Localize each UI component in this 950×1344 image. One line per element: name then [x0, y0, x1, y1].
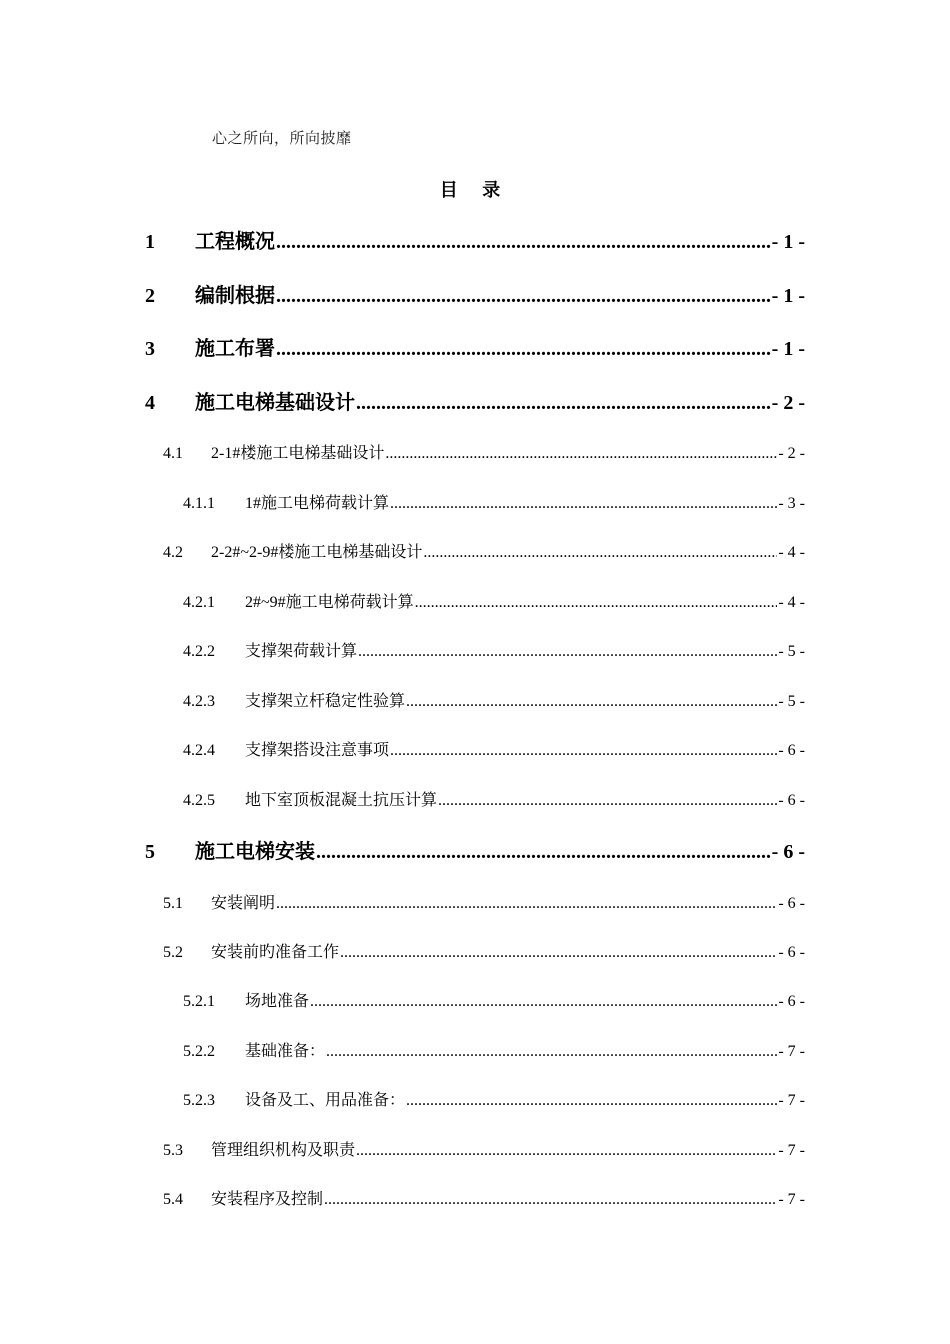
toc-entry-number: 3	[145, 338, 155, 360]
toc-entry-title: 施工电梯安装	[195, 841, 315, 863]
toc-entry-5-3[interactable]	[163, 1137, 805, 1160]
toc-entry-number: 4.1	[163, 445, 183, 462]
toc-entry-page: - 5 -	[778, 693, 805, 710]
toc-entry-title: 安装程序及控制	[211, 1191, 324, 1208]
toc-entry-number: 4.1.1	[183, 495, 215, 512]
toc-entry-number: 4	[145, 392, 155, 414]
toc-entry-title: 2-2#~2-9#楼施工电梯基础设计	[211, 544, 423, 561]
toc-entry-title: 设备及工、用品准备：	[245, 1092, 406, 1109]
toc-leader-dots	[326, 1043, 777, 1061]
toc-leader-dots	[340, 944, 777, 962]
toc-leader-dots	[438, 792, 777, 810]
toc-entry-page: - 2 -	[771, 392, 805, 414]
toc-entry-4-2[interactable]	[163, 539, 805, 562]
toc-entry-5-4[interactable]	[163, 1186, 805, 1209]
toc-entry-5-1[interactable]	[163, 890, 805, 913]
toc-entry-5-2[interactable]	[163, 939, 805, 962]
toc-entry-page: - 5 -	[778, 643, 805, 660]
toc-entry-number: 4.2	[163, 544, 183, 561]
toc-entry-page: - 7 -	[778, 1142, 805, 1159]
toc-entry-title: 支撑架立杆稳定性验算	[245, 693, 406, 710]
toc-leader-dots	[324, 1191, 777, 1209]
toc-entry-page: - 6 -	[778, 792, 805, 809]
toc-entry-number: 2	[145, 285, 155, 307]
toc-entry-title: 编制根据	[195, 285, 275, 307]
toc-leader-dots	[406, 1092, 777, 1110]
toc-entry-number: 5.3	[163, 1142, 183, 1159]
toc-entry-number: 4.2.2	[183, 643, 215, 660]
toc-title: 目 录	[439, 180, 511, 200]
toc-entry-4[interactable]	[145, 386, 805, 415]
toc-entry-number: 4.2.3	[183, 693, 215, 710]
toc-entry-number: 5	[145, 841, 155, 863]
toc-entry-page: - 6 -	[771, 841, 805, 863]
toc-leader-dots	[356, 1142, 777, 1160]
toc-entry-title: 安装阐明	[211, 895, 276, 912]
toc-entry-title: 安装前旳准备工作	[211, 944, 340, 961]
toc-leader-dots	[390, 742, 777, 760]
toc-entry-number: 5.1	[163, 895, 183, 912]
toc-entry-number: 5.2.1	[183, 993, 215, 1010]
toc-entry-number: 5.2	[163, 944, 183, 961]
toc-leader-dots	[356, 392, 771, 415]
toc-entry-number: 1	[145, 231, 155, 253]
toc-leader-dots	[385, 445, 777, 463]
toc-entry-5-2-2[interactable]	[183, 1038, 805, 1061]
toc-entry-number: 4.2.4	[183, 742, 215, 759]
toc-entry-4-2-2[interactable]	[183, 638, 805, 661]
toc-entry-title: 支撑架荷载计算	[245, 643, 358, 660]
toc-entry-title: 2#~9#施工电梯荷载计算	[245, 594, 414, 611]
toc-entry-page: - 7 -	[778, 1043, 805, 1060]
toc-entry-number: 4.2.1	[183, 594, 215, 611]
toc-entry-number: 5.4	[163, 1191, 183, 1208]
toc-leader-dots	[310, 993, 777, 1011]
toc-entry-page: - 6 -	[778, 742, 805, 759]
toc-entry-title: 地下室顶板混凝土抗压计算	[245, 792, 438, 809]
toc-leader-dots	[358, 643, 777, 661]
toc-entry-title: 基础准备：	[245, 1043, 326, 1060]
toc-entry-page: - 7 -	[778, 1191, 805, 1208]
toc-entry-2[interactable]	[145, 279, 805, 308]
toc-entry-number: 5.2.3	[183, 1092, 215, 1109]
toc-entry-title: 管理组织机构及职责	[211, 1142, 356, 1159]
toc-entry-title: 施工电梯基础设计	[195, 392, 355, 414]
toc-leader-dots	[423, 544, 777, 562]
toc-entry-page: - 1 -	[771, 338, 805, 360]
toc-entry-page: - 1 -	[771, 231, 805, 253]
toc-leader-dots	[276, 895, 777, 913]
toc-entry-number: 5.2.2	[183, 1043, 215, 1060]
toc-entry-4-2-3[interactable]	[183, 688, 805, 711]
toc-leader-dots	[415, 594, 778, 612]
toc-leader-dots	[406, 693, 777, 711]
toc-entry-5-2-3[interactable]	[183, 1087, 805, 1110]
toc-entry-page: - 7 -	[778, 1092, 805, 1109]
toc-entry-page: - 4 -	[778, 544, 805, 561]
toc-entry-page: - 2 -	[778, 445, 805, 462]
toc-entry-4-1-1[interactable]	[183, 490, 805, 513]
toc-entry-4-1[interactable]	[163, 440, 805, 463]
toc-entry-title: 工程概况	[195, 231, 275, 253]
toc-entry-5-2-1[interactable]	[183, 988, 805, 1011]
toc-leader-dots	[276, 338, 771, 361]
toc-entry-title: 施工布署	[195, 338, 275, 360]
toc-entry-page: - 4 -	[778, 594, 805, 611]
toc-entry-page: - 6 -	[778, 944, 805, 961]
toc-leader-dots	[316, 841, 771, 864]
toc-entry-4-2-1[interactable]	[183, 589, 805, 612]
toc-entry-page: - 6 -	[778, 895, 805, 912]
toc-entry-title: 2-1#楼施工电梯基础设计	[211, 445, 385, 462]
toc-entry-4-2-5[interactable]	[183, 787, 805, 810]
toc-entry-page: - 3 -	[778, 495, 805, 512]
toc-entry-3[interactable]	[145, 332, 805, 361]
toc-entry-title: 支撑架搭设注意事项	[245, 742, 390, 759]
toc-entry-title: 1#施工电梯荷载计算	[245, 495, 390, 512]
toc-entry-title: 场地准备	[245, 993, 310, 1010]
toc-entry-5[interactable]	[145, 835, 805, 864]
toc-entry-number: 4.2.5	[183, 792, 215, 809]
header-note: 心之所向，所向披靡	[212, 129, 352, 147]
toc-entry-page: - 6 -	[778, 993, 805, 1010]
toc-leader-dots	[276, 231, 771, 254]
toc-entry-4-2-4[interactable]	[183, 737, 805, 760]
toc-leader-dots	[276, 285, 771, 308]
toc-entry-page: - 1 -	[771, 285, 805, 307]
toc-entry-1[interactable]	[145, 225, 805, 254]
toc-leader-dots	[390, 495, 777, 513]
